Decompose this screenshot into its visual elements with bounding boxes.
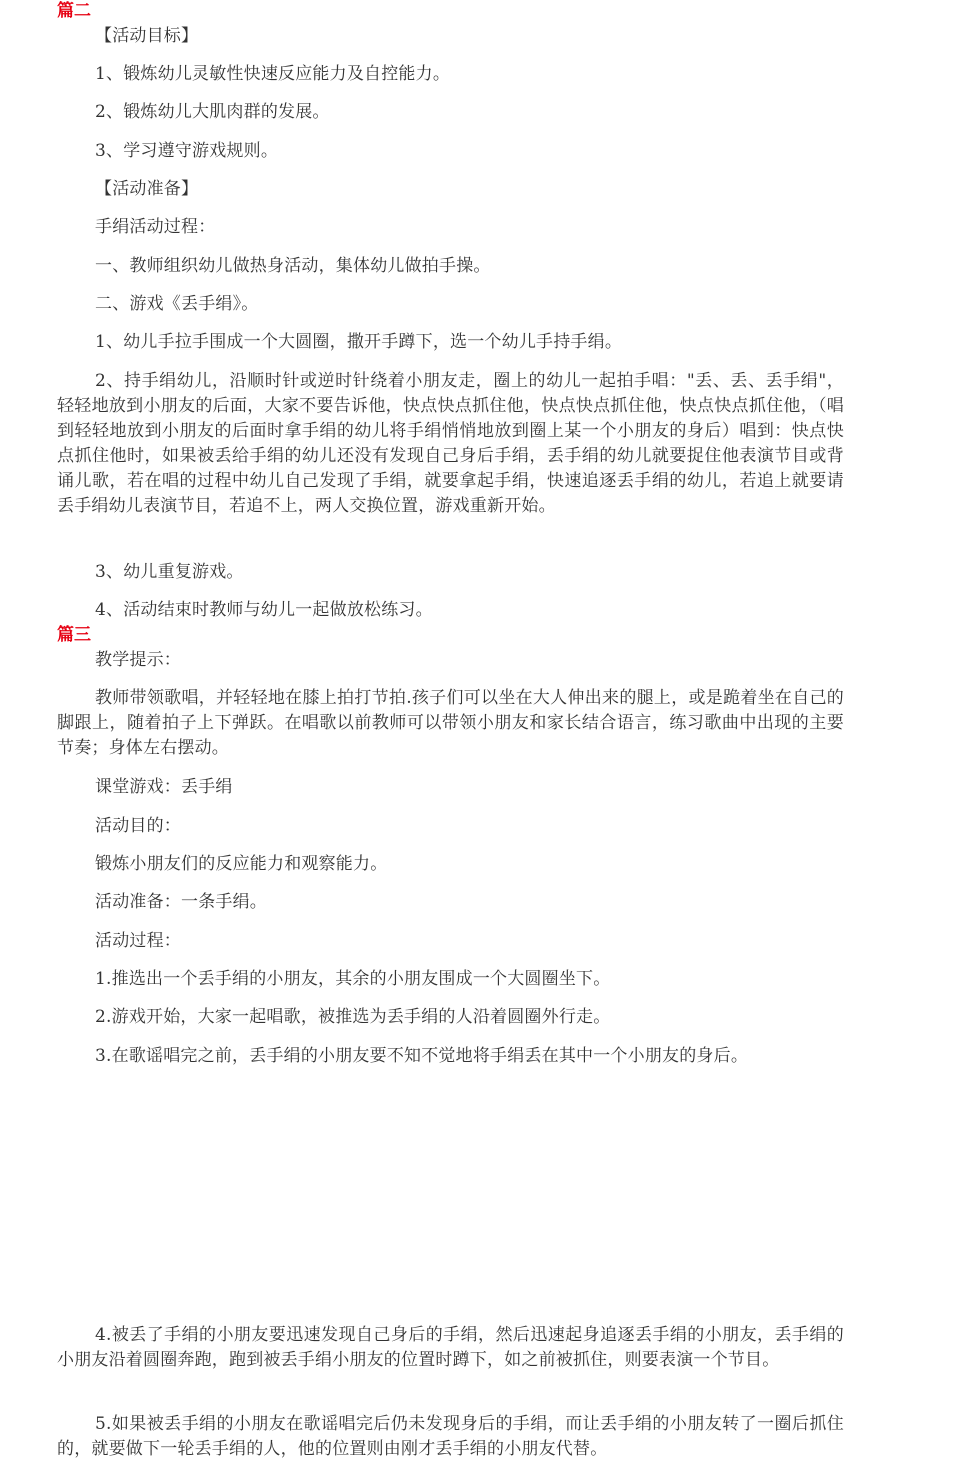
paragraph: 二、游戏《丢手绢》。	[95, 294, 259, 314]
paragraph: 2、锻炼幼儿大肌肉群的发展。	[95, 102, 330, 122]
paragraph: 4、活动结束时教师与幼儿一起做放松练习。	[95, 600, 433, 620]
paragraph: 4.被丢了手绢的小朋友要迅速发现自己身后的手绢，然后迅速起身追逐丢手绢的小朋友，丢手绢的小朋友沿着圆圈奔跑，跑到被丢手绢小朋友的位置时蹲下，如之前被抓住，则要表演一个节目。	[57, 1325, 844, 1370]
paragraph: 【活动准备】	[95, 179, 199, 199]
paragraph: 1.推选出一个丢手绢的小朋友，其余的小朋友围成一个大圆圈坐下。	[95, 969, 611, 989]
paragraph: 1、幼儿手拉手围成一个大圆圈，撒开手蹲下，选一个幼儿手持手绢。	[95, 332, 623, 352]
paragraph: 教学提示：	[95, 650, 181, 670]
section-heading-2: 篇二	[57, 1, 91, 21]
paragraph: 3.在歌谣唱完之前，丢手绢的小朋友要不知不觉地将手绢丢在其中一个小朋友的身后。	[95, 1046, 749, 1066]
paragraph: 【活动目标】	[95, 26, 199, 46]
paragraph: 1、锻炼幼儿灵敏性快速反应能力及自控能力。	[95, 64, 451, 84]
paragraph: 3、幼儿重复游戏。	[95, 562, 244, 582]
section-heading-3: 篇三	[57, 625, 91, 645]
paragraph: 3、学习遵守游戏规则。	[95, 141, 279, 161]
paragraph: 活动准备：一条手绢。	[95, 892, 267, 912]
paragraph: 课堂游戏：丢手绢	[95, 777, 233, 797]
paragraph: 2.游戏开始，大家一起唱歌，被推选为丢手绢的人沿着圆圈外行走。	[95, 1007, 611, 1027]
paragraph: 锻炼小朋友们的反应能力和观察能力。	[95, 854, 388, 874]
paragraph: 2、持手绢幼儿，沿顺时针或逆时针绕着小朋友走，圈上的幼儿一起拍手唱："丢、丢、丢手绢"，轻轻地放到小朋友的后面，大家不要告诉他，快点快点抓住他，快点快点抓住他，快点快点抓住他，（唱到轻轻地放到小朋友的后面时拿手绢的幼儿将手绢悄悄地放到圈上某一个小朋友的身后）唱到：快点快点抓住他时，如果被丢给手绢的幼儿还没有发现自己身后手绢，丢手绢的幼儿就要捉住他表演节目或背诵儿歌，若在唱的过程中幼儿自己发现了手绢，就要拿起手绢，快速追逐丢手绢的幼儿，若追上就要请丢手绢幼儿表演节目，若追不上，两人交换位置，游戏重新开始。	[57, 371, 844, 516]
paragraph: 活动过程：	[95, 931, 181, 951]
paragraph: 一、教师组织幼儿做热身活动，集体幼儿做拍手操。	[95, 256, 491, 276]
paragraph: 教师带领歌唱，并轻轻地在膝上拍打节拍.孩子们可以坐在大人伸出来的腿上，或是跪着坐在自己的脚跟上，随着拍子上下弹跃。在唱歌以前教师可以带领小朋友和家长结合语言，练习歌曲中出现的主要节奏；身体左右摆动。	[57, 688, 844, 758]
paragraph: 手绢活动过程：	[95, 217, 216, 237]
paragraph: 5.如果被丢手绢的小朋友在歌谣唱完后仍未发现身后的手绢，而让丢手绢的小朋友转了一圈后抓住的，就要做下一轮丢手绢的人，他的位置则由刚才丢手绢的小朋友代替。	[57, 1414, 844, 1459]
paragraph: 活动目的：	[95, 816, 181, 836]
